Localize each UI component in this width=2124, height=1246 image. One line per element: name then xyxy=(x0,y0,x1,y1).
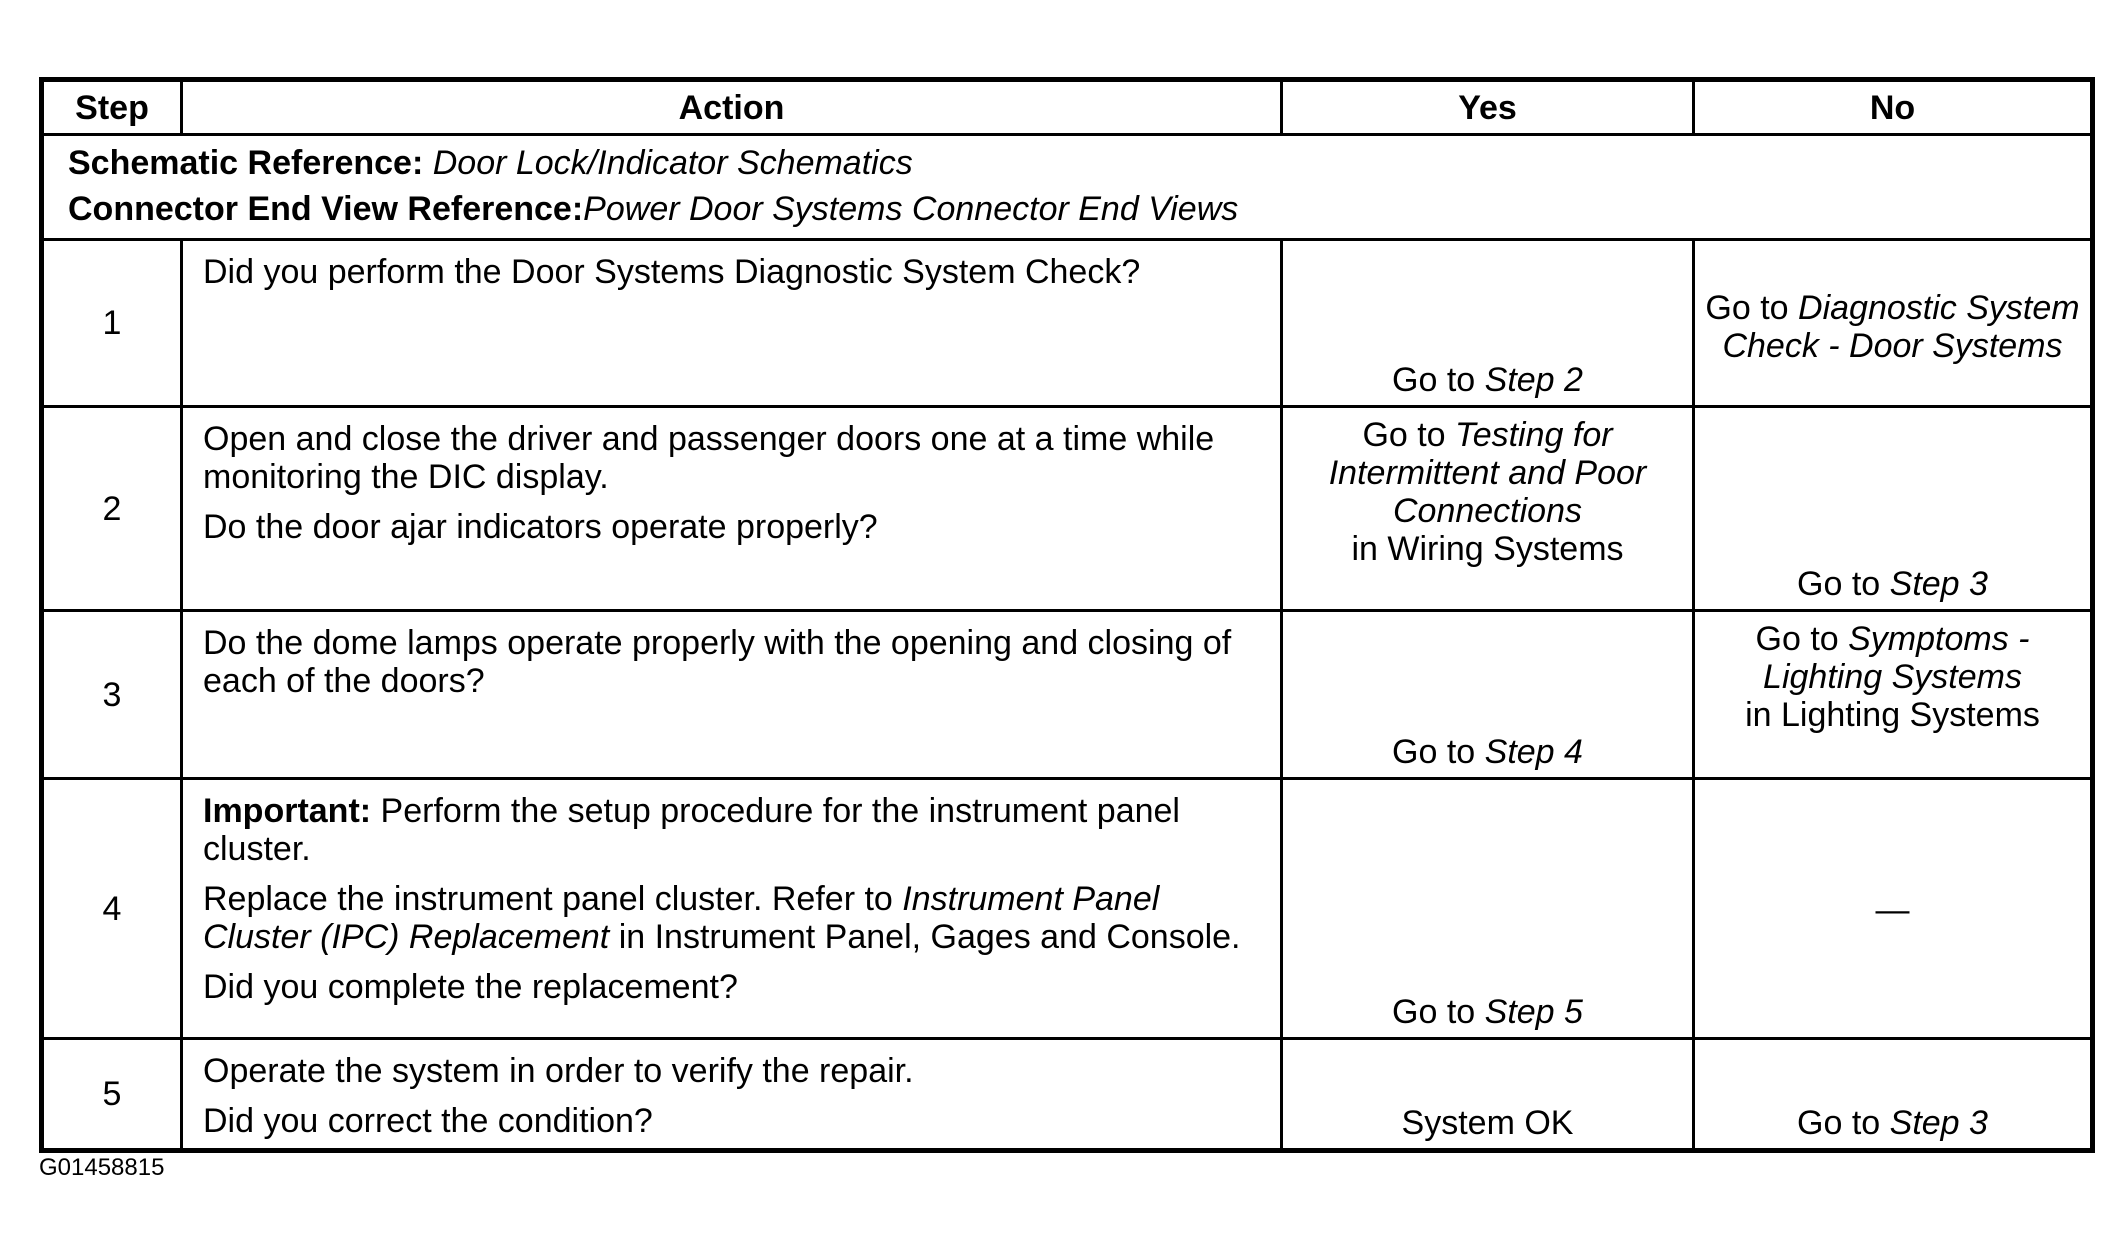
schematic-reference-link[interactable]: Door Lock/Indicator Schematics xyxy=(423,144,913,182)
important-text: Perform the setup procedure for the instrument panel cluster. xyxy=(203,792,1180,868)
step-number: 3 xyxy=(42,611,182,779)
table-row xyxy=(42,779,2093,1039)
yes-suffix: in Wiring Systems xyxy=(1351,530,1624,568)
important-note xyxy=(203,792,1264,868)
no-cell xyxy=(1694,1039,2093,1151)
connector-reference xyxy=(68,186,2090,232)
figure-id: G01458815 xyxy=(39,1154,165,1181)
action-cell xyxy=(182,240,1282,407)
action-cell xyxy=(182,611,1282,779)
no-cell xyxy=(1694,240,2093,407)
yes-link[interactable]: Step 4 xyxy=(1484,733,1583,771)
action-cell xyxy=(182,779,1282,1039)
yes-link[interactable]: Testing for Intermittent and Poor Connections xyxy=(1328,416,1647,530)
schematic-reference-label: Schematic Reference: xyxy=(68,144,424,182)
connector-reference-label: Connector End View Reference: xyxy=(68,190,584,228)
yes-prefix: Go to xyxy=(1392,361,1485,399)
header-row xyxy=(42,80,2093,135)
header-no: No xyxy=(1694,80,2093,135)
no-suffix: in Lighting Systems xyxy=(1745,696,2040,734)
step-number: 4 xyxy=(42,779,182,1039)
action-question: Did you complete the replacement? xyxy=(203,968,738,1006)
reference-cell xyxy=(42,135,2093,240)
no-cell xyxy=(1694,611,2093,779)
replace-link[interactable]: Instrument Panel Cluster (IPC) Replacement xyxy=(203,880,1160,956)
action-cell xyxy=(182,1039,1282,1151)
reference-row xyxy=(42,135,2093,240)
action-cell xyxy=(182,407,1282,611)
no-link[interactable]: Symptoms - Lighting Systems xyxy=(1763,620,2030,696)
no-link[interactable]: Diagnostic System Check - Door Systems xyxy=(1722,289,2080,365)
no-cell xyxy=(1694,407,2093,611)
action-text: Operate the system in order to verify the repair. xyxy=(203,1052,914,1090)
replace-suffix: in Instrument Panel, Gages and Console. xyxy=(609,918,1241,956)
action-text: Open and close the driver and passenger doors one at a time while monitoring the DIC display. xyxy=(203,420,1215,496)
table-row xyxy=(42,1039,2093,1151)
yes-text: System OK xyxy=(1401,1104,1574,1142)
no-prefix: Go to xyxy=(1705,289,1799,327)
header-yes: Yes xyxy=(1282,80,1694,135)
header-step: Step xyxy=(42,80,182,135)
action-text: Do the dome lamps operate properly with the opening and closing of each of the doors? xyxy=(203,624,1232,700)
yes-cell xyxy=(1282,779,1694,1039)
important-label: Important: xyxy=(203,792,372,830)
yes-cell xyxy=(1282,1039,1694,1151)
step-number: 2 xyxy=(42,407,182,611)
table-row xyxy=(42,407,2093,611)
schematic-reference xyxy=(68,140,2090,186)
header-action: Action xyxy=(182,80,1282,135)
no-prefix: Go to xyxy=(1797,1104,1890,1142)
yes-cell xyxy=(1282,611,1694,779)
connector-reference-link[interactable]: Power Door Systems Connector End Views xyxy=(583,190,1239,228)
step-number: 1 xyxy=(42,240,182,407)
yes-prefix: Go to xyxy=(1362,416,1456,454)
no-prefix: Go to xyxy=(1755,620,1849,658)
yes-link[interactable]: Step 2 xyxy=(1484,361,1583,399)
table-row xyxy=(42,240,2093,407)
yes-link[interactable]: Step 5 xyxy=(1484,993,1583,1031)
no-link[interactable]: Step 3 xyxy=(1889,565,1988,603)
action-question: Do the door ajar indicators operate properly? xyxy=(203,508,878,546)
action-text: Did you perform the Door Systems Diagnostic System Check? xyxy=(203,253,1141,291)
yes-prefix: Go to xyxy=(1392,993,1485,1031)
yes-cell xyxy=(1282,407,1694,611)
table-row xyxy=(42,611,2093,779)
action-question: Did you correct the condition? xyxy=(203,1102,653,1140)
diagnostic-table xyxy=(39,77,2095,1153)
replace-text: Replace the instrument panel cluster. Refer to xyxy=(203,880,903,918)
step-number: 5 xyxy=(42,1039,182,1151)
yes-cell xyxy=(1282,240,1694,407)
replace-instruction xyxy=(203,880,1264,956)
no-cell xyxy=(1694,779,2093,1039)
no-prefix: Go to xyxy=(1797,565,1890,603)
no-dash: — xyxy=(1875,890,1910,929)
yes-prefix: Go to xyxy=(1392,733,1485,771)
no-link[interactable]: Step 3 xyxy=(1889,1104,1988,1142)
